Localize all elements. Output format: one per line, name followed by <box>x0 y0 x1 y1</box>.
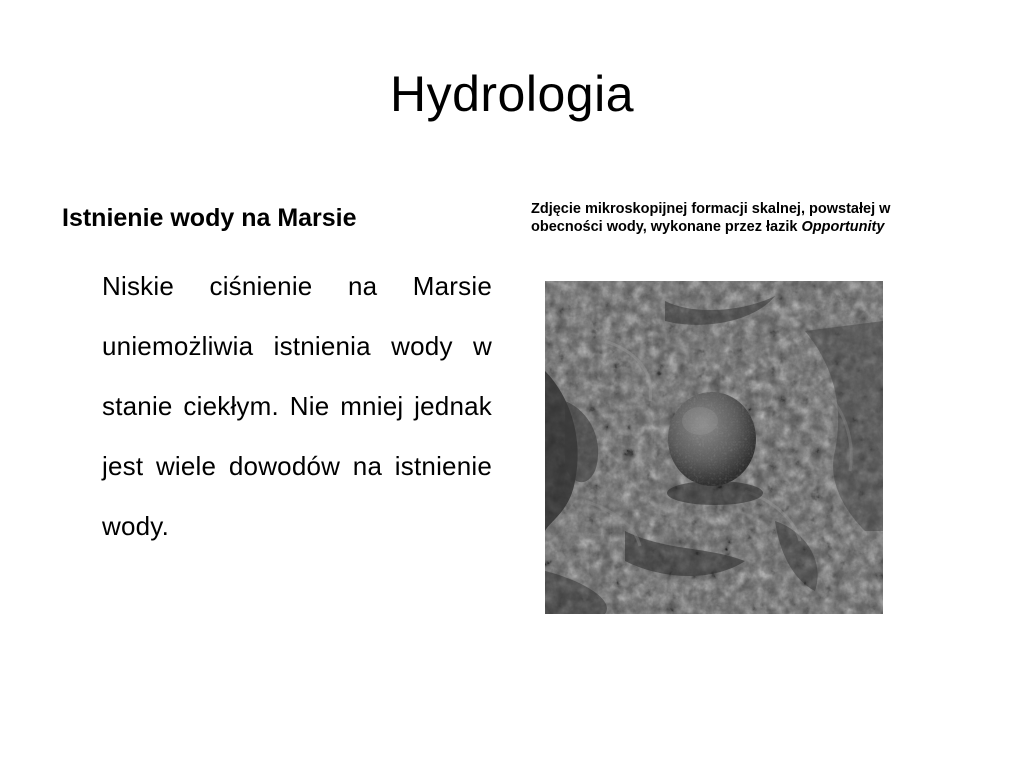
slide-title: Hydrologia <box>389 66 634 122</box>
rock-formation-photo <box>545 281 883 614</box>
left-column <box>62 198 502 556</box>
photo-caption-text: Zdjęcie mikroskopijnej formacji skalnej, powstałej w obecności wody, wykonane przez łazik <box>531 201 891 235</box>
left-body-text: Niskie ciśnienie na Marsie uniemożliwia istnienia wody w stanie ciekłym. Nie mniej jednak jest wiele dowodów na istnienie wody. <box>102 271 492 541</box>
photo-caption <box>531 200 951 236</box>
left-heading: Istnienie wody na Marsie <box>62 204 357 232</box>
photo-caption-rover-name: Opportunity <box>801 219 885 235</box>
